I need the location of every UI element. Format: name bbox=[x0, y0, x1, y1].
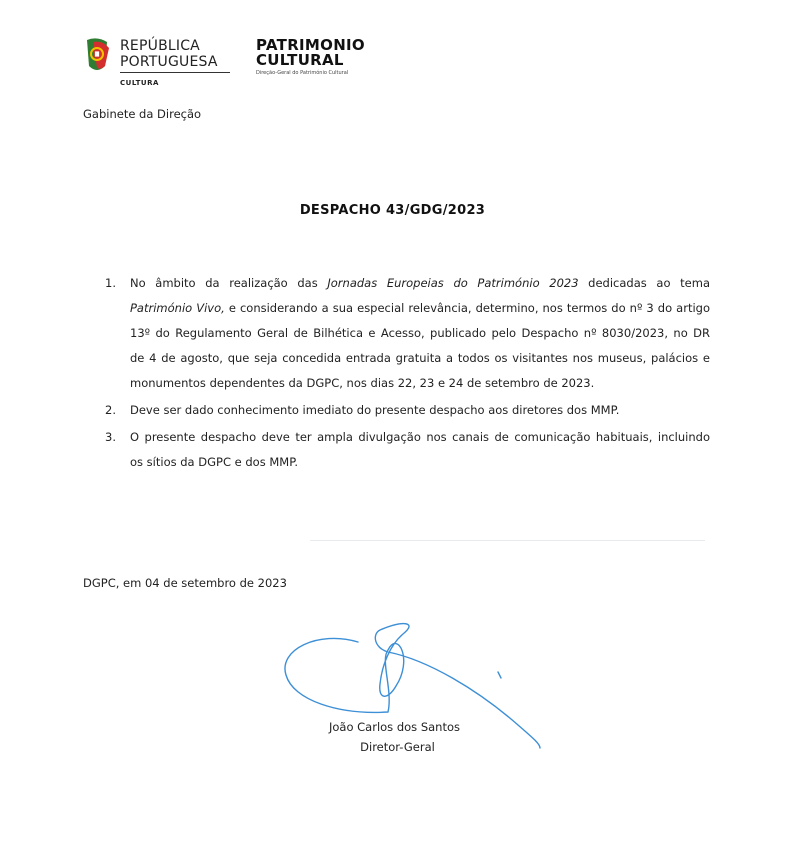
item-text-italic: Jornadas Europeias do Património 2023 bbox=[327, 276, 579, 290]
signer-name: João Carlos dos Santos bbox=[328, 720, 460, 734]
republica-line1: REPÚBLICA bbox=[120, 38, 200, 54]
signer-role: Diretor-Geral bbox=[360, 740, 435, 754]
patrimonio-line1: PATRIMONIO bbox=[256, 36, 365, 54]
item-line: de 4 de agosto, que seja concedida entrada gratuita a todos os visitantes nos museus, palácios e bbox=[130, 351, 710, 365]
place-date: DGPC, em 04 de setembro de 2023 bbox=[83, 576, 287, 590]
logo-divider bbox=[120, 72, 230, 73]
item-number: 1. bbox=[105, 276, 116, 290]
item-text: dedicadas ao tema bbox=[578, 276, 710, 290]
patrimonio-line2: CULTURAL bbox=[256, 51, 344, 69]
faint-divider bbox=[310, 540, 705, 541]
portuguese-emblem-icon bbox=[83, 36, 111, 74]
item-text-italic: Património Vivo, bbox=[130, 301, 225, 315]
item-line: os sítios da DGPC e dos MMP. bbox=[130, 455, 299, 469]
handwritten-signature bbox=[278, 620, 548, 760]
list-item bbox=[105, 398, 710, 423]
item-line: monumentos dependentes da DGPC, nos dias 22, 23 e 24 de setembro de 2023. bbox=[130, 376, 595, 390]
cabinet-label: Gabinete da Direção bbox=[83, 107, 202, 121]
list-item bbox=[105, 425, 710, 475]
republica-sub: CULTURA bbox=[120, 79, 159, 87]
republica-line2: PORTUGUESA bbox=[120, 54, 218, 70]
patrimonio-sub: Direção-Geral do Património Cultural bbox=[256, 70, 349, 76]
item-text: No âmbito da realização das bbox=[130, 276, 328, 290]
item-line bbox=[130, 271, 710, 296]
item-line bbox=[130, 296, 710, 321]
item-text: e considerando a sua especial relevância, determino, nos termos do nº 3 do artigo bbox=[224, 301, 711, 315]
item-line: O presente despacho deve ter ampla divulgação nos canais de comunicação habituais, incluindo bbox=[130, 430, 710, 444]
dispatch-items bbox=[105, 271, 710, 475]
item-line: 13º do Regulamento Geral de Bilhética e Acesso, publicado pelo Despacho nº 8030/2023, no DR bbox=[130, 326, 710, 340]
list-item bbox=[105, 271, 710, 396]
republica-portuguesa-logo bbox=[83, 36, 233, 92]
item-number: 2. bbox=[105, 403, 116, 417]
item-line: Deve ser dado conhecimento imediato do presente despacho aos diretores dos MMP. bbox=[130, 403, 620, 417]
document-title: DESPACHO 43/GDG/2023 bbox=[299, 203, 486, 218]
item-number: 3. bbox=[105, 430, 116, 444]
patrimonio-cultural-logo bbox=[256, 38, 386, 82]
